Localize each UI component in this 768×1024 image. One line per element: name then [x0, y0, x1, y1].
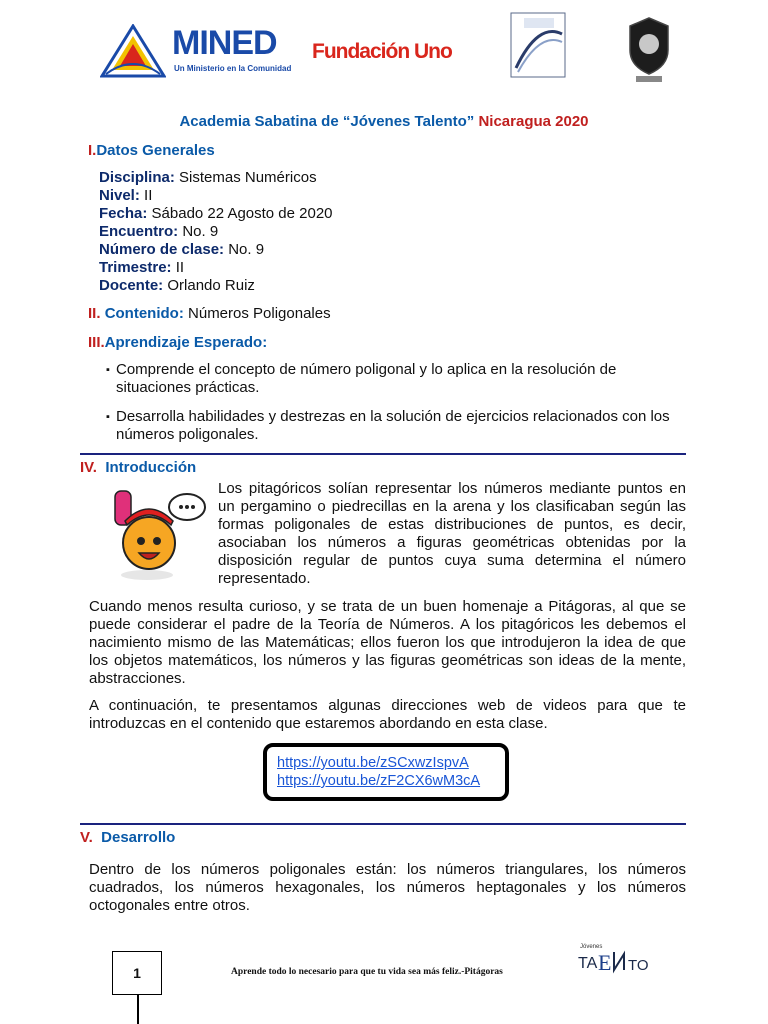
section-datos-generales	[88, 142, 215, 159]
general-data-list	[99, 169, 333, 295]
talento-logo-footer	[576, 940, 666, 976]
section-desarrollo	[80, 829, 175, 846]
fundacion-uno-wordmark: Fundación Uno	[312, 40, 452, 63]
section-number: II.	[88, 305, 101, 322]
list-item: ▪ Comprende el concepto de número poligonal y lo aplica en la resolución de situaciones prácticas.	[106, 361, 686, 397]
section-aprendizaje	[88, 334, 267, 351]
mined-tagline: Un Ministerio en la Comunidad	[174, 64, 292, 73]
page-number: 1	[112, 951, 162, 995]
talento-logo	[510, 12, 566, 78]
footer-quote: Aprende todo lo necesario para que tu vida sea más feliz.-Pitágoras	[231, 967, 503, 977]
desarrollo-paragraph-1: Dentro de los números poligonales están: los números triangulares, los números cuadrados, los números hexagonales, los números heptagonales y los números octogonales entre otros.	[89, 861, 686, 914]
field-fecha: Fecha: Sábado 22 Agosto de 2020	[99, 205, 333, 222]
mined-wordmark: MINED	[172, 24, 277, 62]
video-links-box	[263, 743, 509, 801]
video-link-2[interactable]: https://youtu.be/zF2CX6wM3cA	[277, 773, 481, 789]
section-number: V.	[80, 829, 93, 846]
video-link-1[interactable]: https://youtu.be/zSCxwzIspvA	[277, 755, 469, 771]
section-title: Aprendizaje Esperado:	[104, 334, 268, 351]
section-number: I.	[88, 142, 97, 159]
contenido-value: Números Poligonales	[188, 305, 331, 322]
field-nivel: Nivel: II	[99, 187, 153, 204]
svg-text:Jóvenes: Jóvenes	[580, 944, 603, 950]
svg-text:E: E	[598, 950, 612, 975]
usan-leon-seal	[624, 14, 674, 84]
section-divider	[80, 823, 686, 825]
field-numero-clase: Número de clase: No. 9	[99, 241, 265, 258]
list-item: ▪ Desarrolla habilidades y destrezas en la solución de ejercicios relacionados con los números poligonales.	[106, 408, 686, 444]
field-disciplina: Disciplina: Sistemas Numéricos	[99, 169, 317, 186]
intro-paragraph-2: Cuando menos resulta curioso, y se trata de un buen homenaje a Pitágoras, al que se puede considerar el padre de la Teoría de Números. A los pitagóricos les debemos el nacimiento mismo de las Matemáticas; ellos fueron los que introdujeron la idea de que los objetos matemáticos, los números y las figuras geométricas son ideas de la mente, abstracciones.	[89, 598, 686, 687]
mined-emblem-icon	[100, 24, 166, 78]
field-trimestre: Trimestre: II	[99, 259, 185, 276]
section-introduccion	[80, 459, 196, 476]
field-encuentro: Encuentro: No. 9	[99, 223, 219, 240]
footer-divider	[137, 995, 139, 1024]
svg-text:TO: TO	[628, 957, 649, 974]
field-docente: Docente: Orlando Ruiz	[99, 277, 255, 294]
section-title: Contenido:	[104, 305, 184, 322]
title-academia: Academia Sabatina de “Jóvenes Talento”	[179, 113, 475, 130]
intro-paragraph-3: A continuación, te presentamos algunas direcciones web de videos para que te introduzcas en el contenido que estaremos abordando en esta clase.	[89, 697, 686, 732]
intro-paragraph-1: Los pitagóricos solían representar los números mediante puntos en un pergamino o piedrecillas en la arena y los clasificaban según las formas poligonales de estas distribuciones de puntos, es decir, asociaban los números a figuras geométricas obtenidas por la disposición regular de puntos cuya suma determina el número representado.	[218, 480, 686, 587]
section-contenido	[88, 305, 331, 322]
section-number: IV.	[80, 459, 97, 476]
title-year: Nicaragua 2020	[478, 113, 589, 130]
section-title: Desarrollo	[101, 829, 176, 846]
document-title	[0, 113, 768, 130]
section-title: Introducción	[105, 459, 197, 476]
aprendizaje-list	[106, 361, 686, 455]
mined-logo	[100, 20, 292, 84]
section-title: Datos Generales	[96, 142, 215, 159]
section-divider	[80, 453, 686, 455]
mascot-illustration	[103, 485, 213, 585]
section-number: III.	[88, 334, 105, 351]
svg-text:TA: TA	[578, 955, 598, 972]
